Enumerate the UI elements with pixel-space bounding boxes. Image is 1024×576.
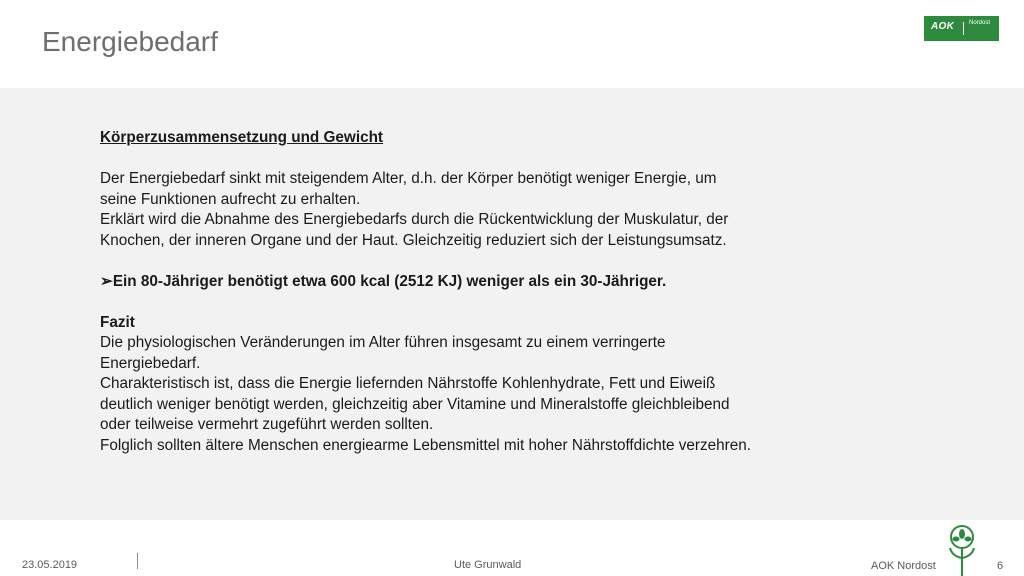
footer-author: Ute Grunwald — [454, 559, 522, 571]
body-line: oder teilweise vermehrt zugeführt werden sollten. — [100, 416, 434, 433]
body-line: Charakteristisch ist, dass die Energie liefernden Nährstoffe Kohlenhydrate, Fett und Eiweiß — [100, 375, 716, 392]
aok-logo — [924, 16, 999, 41]
footer-date: 23.05.2019 — [22, 559, 78, 571]
body-line: Erklärt wird die Abnahme des Energiebedarfs durch die Rückentwicklung der Muskulatur, der — [100, 211, 729, 228]
body-line: Energiebedarf. — [100, 354, 201, 372]
plant-icon — [944, 522, 980, 576]
section-heading: Körperzusammensetzung und Gewicht — [100, 129, 384, 146]
body-line: Die physiologischen Veränderungen im Alter führen insgesamt zu einem verringerte — [100, 334, 666, 351]
slide-title: Energiebedarf — [42, 26, 218, 57]
slide-body — [100, 128, 840, 456]
body-line: Der Energiebedarf sinkt mit steigendem Alter, d.h. der Körper benötigt weniger Energie, um — [100, 170, 717, 187]
arrow-bullet-icon: ➢ — [100, 272, 113, 290]
body-line: Knochen, der inneren Organe und der Haut. Gleichzeitig reduziert sich der Leistungsumsatz. — [100, 231, 727, 249]
logo-subtext: Nordost — [969, 20, 991, 26]
page-number: 6 — [997, 560, 1004, 572]
body-line: deutlich weniger benötigt werden, gleichzeitig aber Vitamine und Mineralstoffe gleichbleibend — [100, 395, 730, 413]
fazit-heading: Fazit — [100, 313, 135, 331]
key-fact — [100, 272, 840, 293]
body-line: Folglich sollten ältere Menschen energiearme Lebensmittel mit hoher Nährstoffdichte verzehren. — [100, 436, 752, 454]
footer-org: AOK Nordost — [871, 560, 936, 572]
slide-header — [0, 0, 1024, 88]
logo-text: AOK — [931, 21, 955, 32]
footer-divider — [137, 553, 138, 569]
logo-divider — [963, 22, 964, 35]
body-line: seine Funktionen aufrecht zu erhalten. — [100, 190, 361, 208]
key-fact-text: Ein 80-Jähriger benötigt etwa 600 kcal (2512 KJ) weniger als ein 30-Jähriger. — [112, 272, 667, 290]
